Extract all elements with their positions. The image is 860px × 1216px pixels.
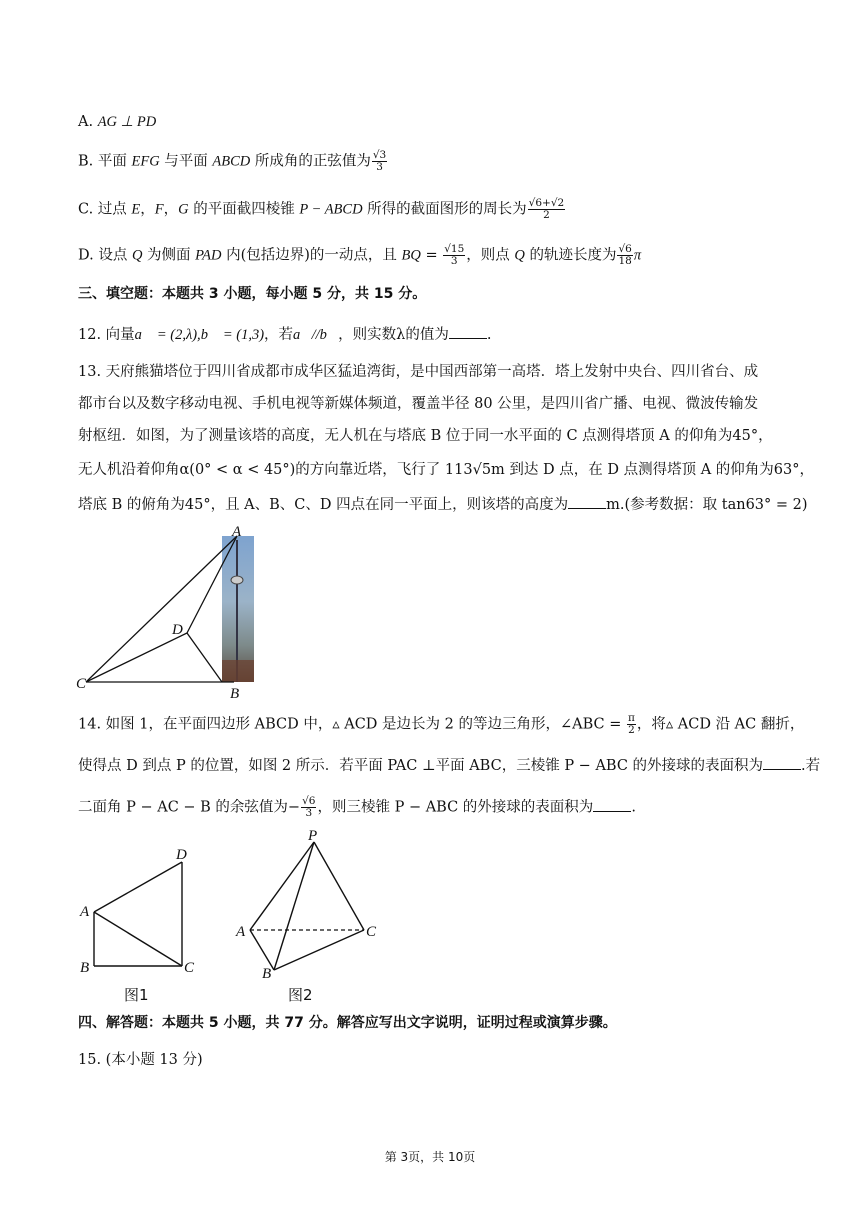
fig1-b-label: B xyxy=(80,960,90,976)
fraction: $\frac{√6}{3}$ xyxy=(302,795,316,819)
question-13-line-5: 塔底 B 的俯角为45°，且 A、B、C、D 四点在同一平面上，则该塔的高度为 m.(参考数据：取 tan63° = 2) xyxy=(78,494,808,515)
answer-blank xyxy=(568,494,606,509)
option-b: B. 平面 EFG 与平面 ABCD 所成角的正弦值为 $\frac{√3}{3}$ xyxy=(78,149,387,173)
point-c-label: C xyxy=(76,676,87,692)
option-c: C. 过点 E，F，G 的平面截四棱锥 P − ABCD 所得的截面图形的周长为 $\frac{√6+√2}{2}$ xyxy=(78,197,565,221)
answer-blank xyxy=(593,797,631,812)
fig1-c-label: C xyxy=(184,960,195,976)
question-12: 12. 向量a⃗ = (2,λ),b⃗ = (1,3)，若a⃗//b⃗，则实数λ的值为 . xyxy=(78,324,491,345)
option-d: D. 设点 Q 为侧面 PAD 内(包括边界)的一动点，且 BQ = $\frac{√15}{3}$ ，则点 Q 的轨迹长度为 $\frac{√6}{18}$ π xyxy=(78,243,642,267)
fraction: $\frac{√15}{3}$ xyxy=(444,243,465,267)
fig2-a-label: A xyxy=(236,924,246,940)
figure-1-caption: 图1 xyxy=(124,986,149,1004)
fig2-c-label: C xyxy=(366,924,377,940)
fraction: $\frac{√6+√2}{2}$ xyxy=(528,197,565,221)
section-4-heading: 四、解答题：本题共 5 小题，共 77 分。解答应写出文字说明，证明过程或演算步骤。 xyxy=(78,1015,617,1031)
question-14-line-2: 使得点 D 到点 P 的位置，如图 2 所示．若平面 PAC ⊥平面 ABC，三棱锥 P − ABC 的外接球的表面积为 .若 xyxy=(78,755,820,776)
question-13-line-2: 都市台以及数字移动电视、手机电视等新媒体频道，覆盖半径 80 公里，是四川省广播、电视、微波传输发 xyxy=(78,396,759,412)
fig2-b-label: B xyxy=(262,966,272,982)
point-b-label: B xyxy=(230,686,240,702)
fraction: $\frac{√6}{18}$ xyxy=(618,243,632,267)
tower-figure xyxy=(72,522,272,702)
question-13-line-1: 13. 天府熊猫塔位于四川省成都市成华区猛追湾街，是中国西部第一高塔．塔上发射中央台、四川省台、成 xyxy=(78,364,759,380)
figure-2 xyxy=(228,822,388,982)
page-footer: 第 3页，共 10页 xyxy=(384,1150,476,1164)
question-14-line-3: 二面角 P − AC − B 的余弦值为− $\frac{√6}{3}$ ，则三棱锥 P − ABC 的外接球的表面积为 . xyxy=(78,795,636,819)
fraction: $\frac{√3}{3}$ xyxy=(372,149,387,173)
question-15: 15. (本小题 13 分) xyxy=(78,1052,203,1068)
point-d-label: D xyxy=(172,622,183,638)
fig2-p-label: P xyxy=(308,828,318,844)
answer-blank xyxy=(763,755,801,770)
point-a-label: A xyxy=(232,524,242,540)
fig1-a-label: A xyxy=(80,904,90,920)
question-14-line-1: 14. 如图 1，在平面四边形 ABCD 中，▵ ACD 是边长为 2 的等边三角形，∠ABC = $\frac{\pi}{2}$ ，将▵ ACD 沿 AC 翻折， xyxy=(78,712,805,736)
fraction: $\frac{\pi}{2}$ xyxy=(627,712,635,736)
option-a: A. AG ⊥ PD xyxy=(78,114,157,130)
fig1-d-label: D xyxy=(176,847,187,863)
question-13-line-4: 无人机沿着仰角α(0° < α < 45°)的方向靠近塔，飞行了 113√5m 到达 D 点，在 D 点测得塔顶 A 的仰角为63°， xyxy=(78,462,814,478)
question-13-line-3: 射枢纽．如图，为了测量该塔的高度，无人机在与塔底 B 位于同一水平面的 C 点测得塔顶 A 的仰角为45°， xyxy=(78,428,773,444)
answer-blank xyxy=(449,324,487,339)
figure-2-caption: 图2 xyxy=(288,986,313,1004)
option-a-formula: AG ⊥ PD xyxy=(97,114,157,130)
figure-1 xyxy=(74,840,204,980)
section-3-heading: 三、填空题：本题共 3 小题，每小题 5 分，共 15 分。 xyxy=(78,286,427,302)
